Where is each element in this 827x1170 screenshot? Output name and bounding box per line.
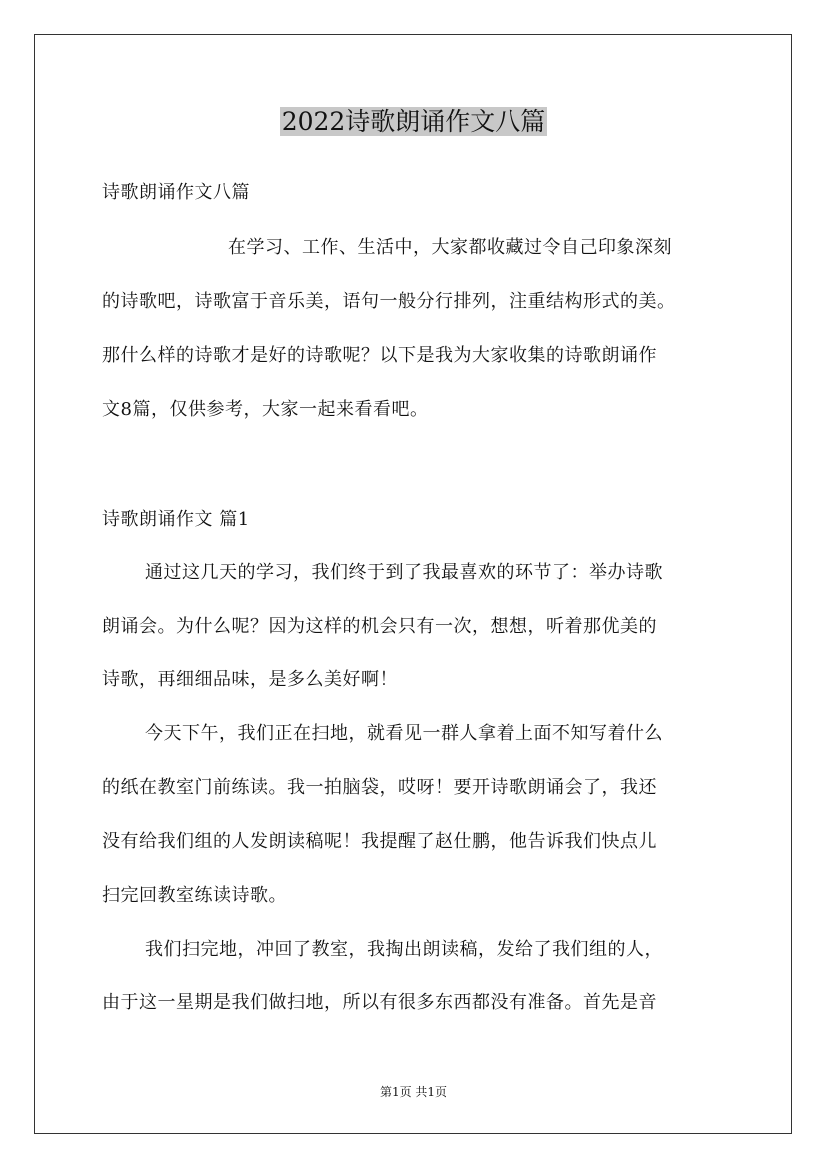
section-heading: 诗歌朗诵作文 篇1 — [102, 509, 250, 530]
paragraph-1-line-1: 通过这几天的学习，我们终于到了我最喜欢的环节了：举办诗歌 — [145, 562, 663, 583]
paragraph-3-line-2: 由于这一星期是我们做扫地，所以有很多东西都没有准备。首先是音 — [102, 992, 657, 1013]
paragraph-2-line-3: 没有给我们组的人发朗读稿呢！我提醒了赵仕鹏，他告诉我们快点儿 — [102, 831, 657, 852]
paragraph-2-line-4: 扫完回教室练读诗歌。 — [102, 885, 287, 906]
paragraph-2-line-2: 的纸在教室门前练读。我一拍脑袋，哎呀！要开诗歌朗诵会了，我还 — [102, 777, 657, 798]
intro-line-1: 在学习、工作、生活中，大家都收藏过令自己印象深刻 — [228, 237, 672, 258]
intro-line-3: 那什么样的诗歌才是好的诗歌呢？以下是我为大家收集的诗歌朗诵作 — [102, 345, 657, 366]
subtitle-line: 诗歌朗诵作文八篇 — [102, 182, 250, 203]
document-title: 2022诗歌朗诵作文八篇 — [281, 107, 546, 136]
paragraph-1-line-2: 朗诵会。为什么呢？因为这样的机会只有一次，想想，听着那优美的 — [102, 616, 657, 637]
paragraph-2-line-1: 今天下午，我们正在扫地，就看见一群人拿着上面不知写着什么 — [145, 723, 663, 744]
document-title-row — [0, 103, 827, 141]
intro-line-4: 文8篇，仅供参考，大家一起来看看吧。 — [102, 399, 429, 420]
paragraph-3-line-1: 我们扫完地，冲回了教室，我掏出朗读稿，发给了我们组的人， — [145, 939, 663, 960]
page-footer: 第1页 共1页 — [379, 1085, 448, 1099]
intro-line-2: 的诗歌吧，诗歌富于音乐美，语句一般分行排列，注重结构形式的美。 — [102, 291, 676, 312]
paragraph-1-line-3: 诗歌，再细细品味，是多么美好啊！ — [102, 669, 398, 690]
